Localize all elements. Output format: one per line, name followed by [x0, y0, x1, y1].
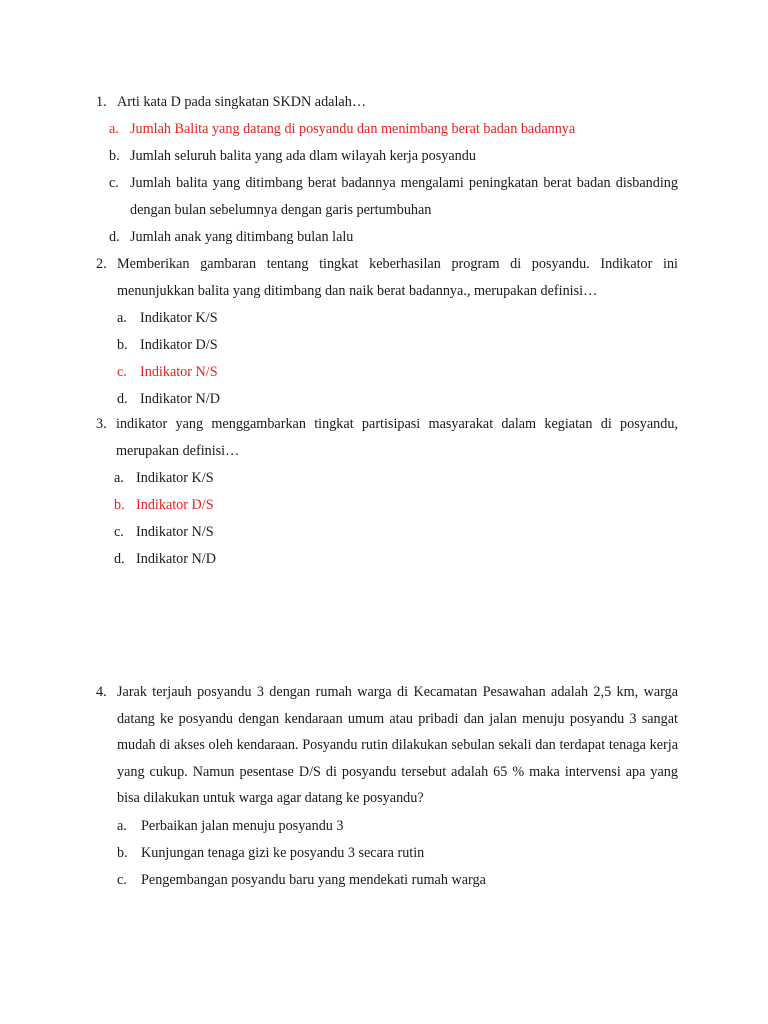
option-text: Kunjungan tenaga gizi ke posyandu 3 secara rutin: [141, 845, 425, 861]
question-1: [96, 89, 678, 116]
option-text: Jumlah seluruh balita yang ada dlam wilayah kerja posyandu: [130, 148, 476, 164]
option-letter: b.: [114, 497, 125, 513]
option-letter: d.: [114, 551, 125, 567]
option-letter: c.: [117, 364, 127, 380]
option-text: Indikator K/S: [140, 310, 218, 326]
question-text: Arti kata D pada singkatan SKDN adalah…: [117, 94, 367, 110]
option-text: Perbaikan jalan menuju posyandu 3: [141, 818, 344, 834]
question-number: 1.: [96, 94, 107, 110]
option-text: Pengembangan posyandu baru yang mendekati rumah warga: [141, 872, 486, 888]
option-text: Indikator N/S: [140, 364, 218, 380]
option-letter: a.: [117, 818, 127, 834]
option-letter: c.: [114, 524, 124, 540]
option-text: Indikator K/S: [136, 470, 214, 486]
option-letter: a.: [109, 121, 119, 137]
question-text: Jarak terjauh posyandu 3 dengan rumah warga di Kecamatan Pesawahan adalah 2,5 km, warga datang ke posyandu dengan kendaraan umum atau pribadi dan jalan menuju posyandu 3 sangat mudah di akses oleh kendaraan. Posyandu rutin dilakukan sebulan sekali dan terdapat tenaga kerja yang cukup. Namun pesentase D/S di posyandu tersebut adalah 65 % maka intervensi apa yang bisa dilakukan untuk warga agar datang ke posyandu?: [117, 684, 678, 806]
question-number: 2.: [96, 256, 107, 272]
option-letter: c.: [117, 872, 127, 888]
question-number: 3.: [96, 416, 107, 432]
question-2: [96, 251, 678, 305]
option-letter: a.: [114, 470, 124, 486]
option-letter: a.: [117, 310, 127, 326]
option-letter: b.: [109, 148, 120, 164]
option-text: Jumlah balita yang ditimbang berat badannya mengalami peningkatan berat badan disbanding dengan bulan sebelumnya dengan garis pertumbuhan: [130, 175, 678, 218]
option-text: Jumlah Balita yang datang di posyandu dan menimbang berat badan badannya: [130, 121, 576, 137]
question-number: 4.: [96, 684, 107, 700]
option-letter: b.: [117, 845, 128, 861]
option-1c: [109, 170, 678, 224]
question-text: Memberikan gambaran tentang tingkat keberhasilan program di posyandu. Indikator ini menunjukkan balita yang ditimbang dan naik berat badannya., merupakan definisi…: [117, 256, 678, 299]
option-text: Indikator N/D: [140, 391, 220, 407]
option-text: Indikator N/S: [136, 524, 214, 540]
option-text: Jumlah anak yang ditimbang bulan lalu: [130, 229, 354, 245]
option-letter: b.: [117, 337, 128, 353]
option-text: Indikator D/S: [136, 497, 214, 513]
option-letter: d.: [117, 391, 128, 407]
option-text: Indikator N/D: [136, 551, 216, 567]
option-text: Indikator D/S: [140, 337, 218, 353]
option-letter: d.: [109, 229, 120, 245]
option-letter: c.: [109, 175, 119, 191]
question-4: [96, 679, 678, 812]
question-text: indikator yang menggambarkan tingkat partisipasi masyarakat dalam kegiatan di posyandu, merupakan definisi…: [116, 416, 678, 459]
question-3: [96, 411, 678, 465]
